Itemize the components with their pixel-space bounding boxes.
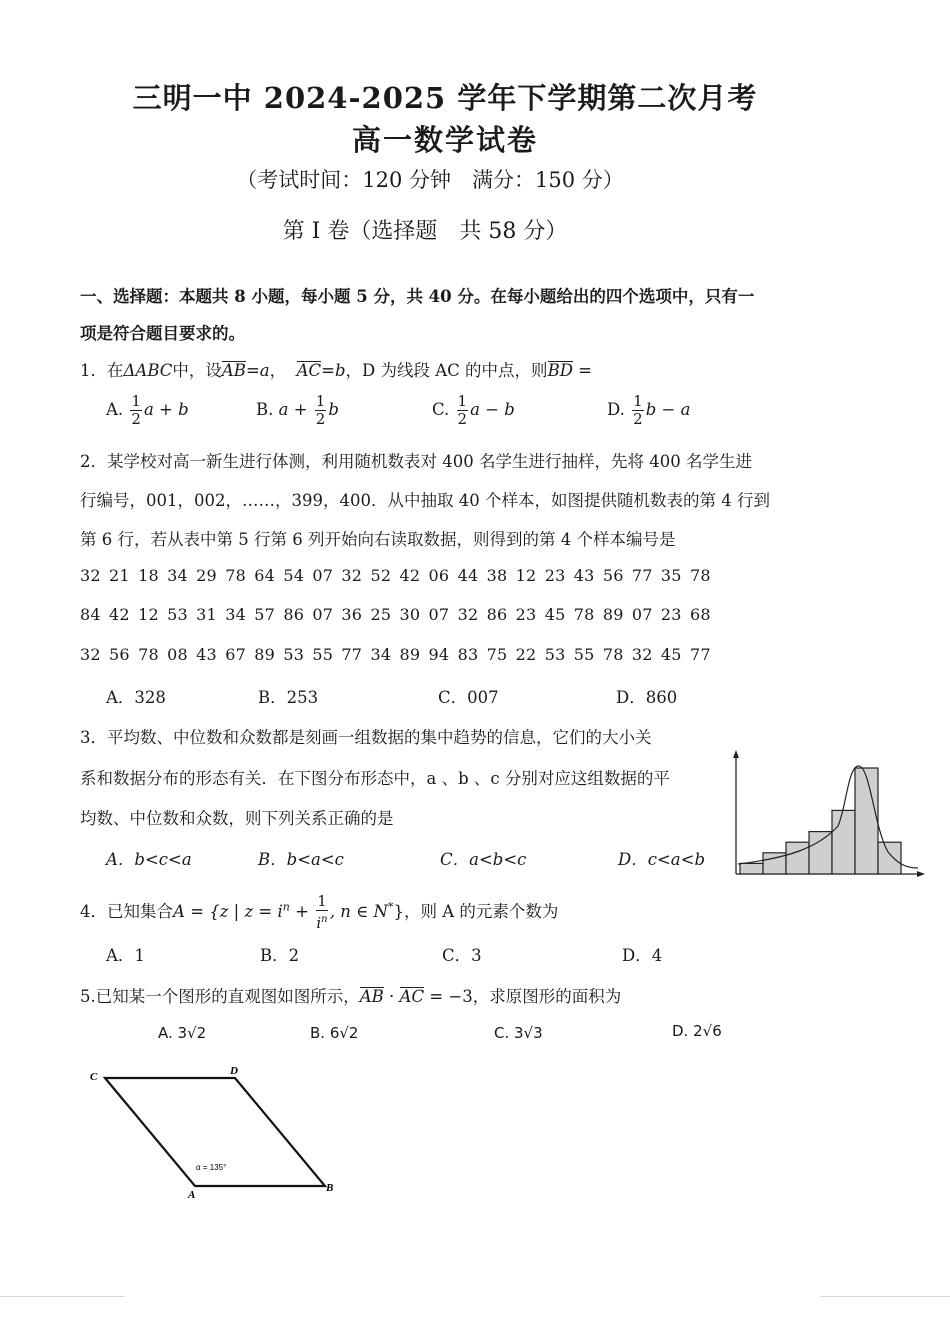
q4-set-close: , n ∈ N	[329, 902, 388, 921]
histogram-bar	[809, 832, 832, 874]
q1-option-d-label: D.	[607, 400, 625, 419]
q4-plus: +	[289, 902, 315, 921]
fraction-denominator: 2	[131, 410, 141, 428]
parallelogram-figure	[80, 1060, 350, 1200]
fraction-numerator: 1	[317, 892, 327, 910]
fraction-numerator: 1	[315, 392, 326, 410]
q1-option-d[interactable]	[607, 393, 690, 428]
q4-fraction	[316, 893, 328, 932]
q4-star: *	[388, 900, 394, 914]
q3-line1: 3．平均数、中位数和众数都是刻画一组数据的集中趋势的信息，它们的大小关	[80, 728, 652, 747]
q4-set-open: A = {z | z = i	[173, 902, 283, 921]
q1-vector-ab: AB	[221, 361, 246, 380]
q1-option-a-expr: a + b	[143, 400, 189, 419]
q5-vector-ac: AC	[399, 987, 425, 1006]
q4-option-a[interactable]: A．1	[106, 946, 145, 965]
q4-den-base: i	[316, 914, 322, 932]
vertex-a-label: A	[188, 1189, 196, 1200]
q1-option-b[interactable]	[256, 393, 339, 428]
q1-triangle: ΔABC	[123, 361, 173, 380]
instructions-line2: 项是符合题目要求的。	[80, 324, 245, 343]
q4-tail: ，则 A 的元素个数为	[404, 902, 559, 921]
q5-option-a[interactable]: A. 3√2	[158, 1024, 207, 1042]
q1-eq-a: =a	[245, 361, 270, 380]
fraction-denominator: 2	[315, 410, 326, 428]
vertex-c-label: C	[90, 1071, 98, 1083]
scan-line-left	[0, 1296, 125, 1297]
q1-option-d-expr: b − a	[645, 400, 691, 419]
q3-option-b[interactable]: B．b<a<c	[258, 850, 344, 869]
q5-dot: ·	[383, 987, 400, 1006]
q2-option-a[interactable]: A．328	[106, 688, 166, 707]
histogram-bar	[832, 810, 855, 874]
q3-line3: 均数、中位数和众数，则下列关系正确的是	[80, 809, 394, 828]
x-axis-arrow	[917, 871, 925, 877]
q5-option-d[interactable]: D. 2√6	[672, 1022, 722, 1040]
q2-line3: 第 6 行，若从表中第 5 行第 6 列开始向右读取数据，则得到的第 4 个样本编号是	[80, 530, 676, 549]
q1-option-a[interactable]	[106, 393, 189, 428]
q5-option-b[interactable]: B. 6√2	[310, 1024, 359, 1042]
q1-option-a-fraction	[130, 393, 142, 428]
q1-option-b-label: B.	[256, 400, 274, 419]
q1-sep: ，	[269, 361, 287, 380]
q1-option-c[interactable]	[432, 393, 515, 428]
q1-option-a-label: A.	[106, 400, 124, 419]
random-table-row-6: 32 56 78 08 43 67 89 53 55 77 34 89 94 83 75 22 53 55 78 32 45 77	[80, 645, 711, 664]
histogram-bar	[878, 842, 901, 874]
distribution-histogram	[728, 748, 928, 880]
q1-option-c-expr: a − b	[470, 400, 515, 419]
fraction-numerator: 1	[131, 392, 141, 410]
q5-vector-ab: AB	[359, 987, 384, 1006]
q4-prefix: 4．已知集合	[80, 902, 173, 921]
q2-option-c[interactable]: C．007	[438, 688, 499, 707]
histogram-bar	[740, 863, 763, 874]
q1-mid1: 中，设	[172, 361, 222, 380]
q1-eq-b: =b	[321, 361, 346, 380]
q3-option-a[interactable]: A．b<c<a	[106, 850, 192, 869]
fraction-denominator	[316, 911, 327, 932]
q1-option-c-fraction	[457, 393, 469, 428]
angle-label: α = 135°	[196, 1163, 227, 1172]
q2-line1: 2．某学校对高一新生进行体测，利用随机数表对 400 名学生进行抽样，先将 400 名学生进	[80, 452, 752, 471]
q3-option-c[interactable]: C．a<b<c	[440, 850, 527, 869]
q1-option-b-fraction	[315, 393, 327, 428]
random-table-row-4: 32 21 18 34 29 78 64 54 07 32 52 42 06 44 38 12 23 43 56 77 35 78	[80, 566, 711, 585]
fraction-denominator: 2	[633, 410, 643, 428]
q1-vector-bd: BD	[547, 361, 573, 380]
q4-den-exponent: n	[321, 914, 328, 925]
vertex-b-label: B	[326, 1182, 334, 1194]
histogram-bar	[786, 842, 809, 874]
instructions-line1: 一、选择题：本题共 8 小题，每小题 5 分，共 40 分。在每小题给出的四个选项中，只有一	[80, 287, 755, 306]
fraction-denominator: 2	[457, 410, 468, 428]
fraction-numerator: 1	[633, 392, 643, 410]
exam-subject: 高一数学试卷	[351, 123, 538, 157]
histogram-bar	[855, 768, 878, 874]
q4-option-d[interactable]: D．4	[622, 946, 663, 965]
q3-line2: 系和数据分布的形态有关．在下图分布形态中，a 、b 、c 分别对应这组数据的平	[80, 769, 670, 788]
q1-option-d-fraction	[632, 393, 644, 428]
exam-time-info: （考试时间：120 分钟 满分：150 分）	[236, 168, 624, 192]
q5-option-c[interactable]: C. 3√3	[494, 1024, 543, 1042]
q4-brace: }	[393, 902, 404, 921]
q1-option-b-pre: a +	[278, 400, 313, 419]
q1-option-c-label: C.	[432, 400, 450, 419]
q2-line2: 行编号，001，002，……，399，400．从中抽取 40 个样本，如图提供随机数表的第 4 行到	[80, 491, 770, 510]
q1-tail: =	[578, 361, 592, 380]
q2-option-d[interactable]: D．860	[616, 688, 678, 707]
fraction-numerator: 1	[457, 392, 468, 410]
q5-tail: = −3，求原图形的面积为	[424, 987, 622, 1006]
q4-stem	[80, 893, 558, 932]
y-axis-arrow	[733, 750, 739, 758]
q1-stem	[80, 357, 592, 381]
q3-option-d[interactable]: D．c<a<b	[618, 850, 706, 869]
q4-option-c[interactable]: C．3	[442, 946, 482, 965]
exam-title: 三明一中 2024-2025 学年下学期第二次月考	[132, 81, 758, 115]
q1-mid2: ，D 为线段 AC 的中点，则	[345, 361, 548, 380]
q5-prefix: 5.已知某一个图形的直观图如图所示，	[80, 987, 360, 1006]
scan-line-right	[820, 1296, 950, 1297]
q1-option-b-expr: b	[328, 400, 339, 419]
q2-option-b[interactable]: B．253	[258, 688, 319, 707]
q1-vector-ac: AC	[296, 361, 322, 380]
q4-exponent: n	[282, 900, 290, 914]
q4-option-b[interactable]: B．2	[260, 946, 300, 965]
section-title: 第 I 卷（选择题 共 58 分）	[282, 219, 568, 244]
q1-prefix: 1．在	[80, 361, 124, 380]
random-table-row-5: 84 42 12 53 31 34 57 86 07 36 25 30 07 32 86 23 45 78 89 07 23 68	[80, 605, 711, 624]
vertex-d-label: D	[230, 1065, 238, 1077]
q5-stem	[80, 983, 621, 1007]
